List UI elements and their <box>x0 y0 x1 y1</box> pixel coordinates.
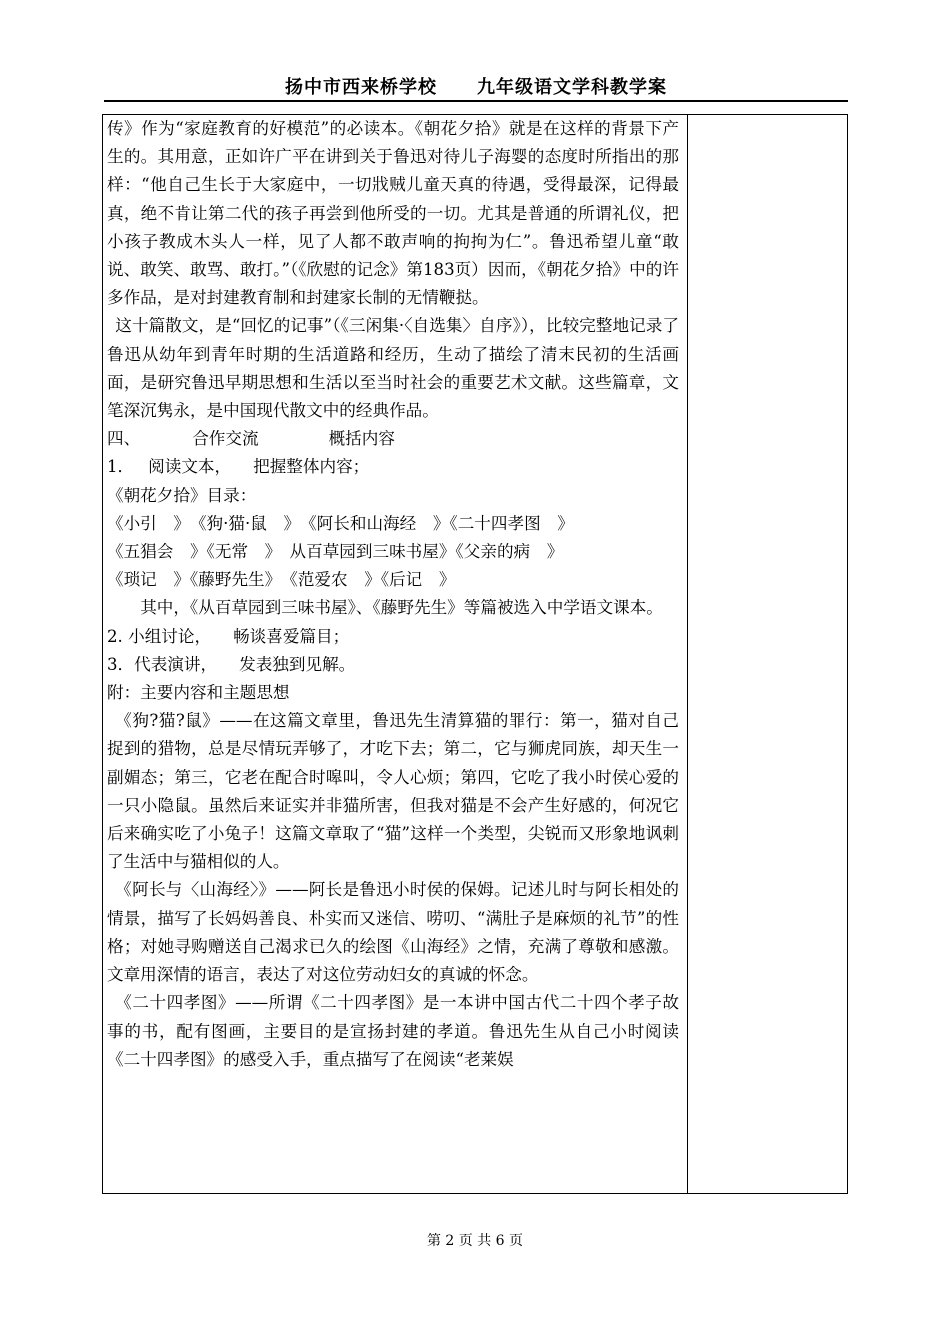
paragraph-textbook: 其中，《从百草园到三味书屋》、《藤野先生》等篇被选入中学语文课本。 <box>140 598 663 618</box>
toc-line-1: 《小引 》 《狗·猫·鼠 》 《阿长和山海经 》《二十四孝图 》 <box>107 513 574 533</box>
lesson-content <box>107 115 679 1193</box>
lesson-table <box>102 114 848 1194</box>
paragraph-along: 《阿长与〈山海经〉》——阿长是鲁迅小时侯的保姆。记述儿时与阿长相处的情景，描写了长妈妈善良、朴实而又迷信、唠叨、“满肚子是麻烦的礼节”的性格；对她寻购赠送自己渴求已久的绘图《山海经》之情，充满了尊敬和感激。文章用深情的语言，表达了对这位劳动妇女的真诚的怀念。 <box>107 880 679 985</box>
notes-column-divider <box>687 115 688 1193</box>
school-name: 扬中市西来桥学校 <box>285 77 437 98</box>
appendix-heading: 附：主要内容和主题思想 <box>107 683 290 703</box>
section-4-heading: 四、 合作交流 概括内容 <box>107 429 395 449</box>
paragraph-dog-cat-mouse: 《狗?猫?鼠》——在这篇文章里，鲁迅先生清算猫的罪行：第一，猫对自己捉到的猎物，总是尽情玩弄够了，才吃下去；第二，它与狮虎同族，却天生一副媚态；第三，它老在配合时嗥叫，令人心烦；第四，它吃了我小时侯心爱的一只小隐鼠。虽然后来证实并非猫所害，但我对猫是不会产生好感的，何况它后来确实吃了小兔子！这篇文章取了“猫”这样一个类型，尖锐而又形象地讽刺了生活中与猫相似的人。 <box>107 711 679 872</box>
page-header <box>104 76 848 102</box>
step-2: 2. 小组讨论， 畅谈喜爱篇目； <box>107 626 350 646</box>
toc-title: 《朝花夕拾》目录： <box>107 485 257 505</box>
step-3: 3．代表演讲， 发表独到见解。 <box>107 654 356 674</box>
subject-title: 九年级语文学科教学案 <box>477 77 667 98</box>
paragraph-summary: 这十篇散文，是“回忆的记事”（《三闲集·〈自选集〉自序》），比较完整地记录了鲁迅从幼年到青年时期的生活道路和经历，生动了描绘了清末民初的生活画面，是研究鲁迅早期思想和生活以至当时社会的重要艺术文献。这些篇章，文笔深沉隽永，是中国现代散文中的经典作品。 <box>107 316 679 421</box>
step-1: 1． 阅读文本， 把握整体内容； <box>107 457 370 477</box>
page-footer: 第 2 页 共 6 页 <box>426 1233 524 1249</box>
toc-line-2: 《五猖会 》《无常 》 从百草园到三味书屋》《父亲的病 》 <box>107 542 564 562</box>
paragraph-24-filial: 《二十四孝图》——所谓《二十四孝图》是一本讲中国古代二十四个孝子故事的书，配有图画，主要目的是宣扬封建的孝道。鲁迅先生从自己小时阅读《二十四孝图》的感受入手，重点描写了在阅读“老莱娱 <box>107 993 679 1069</box>
toc-line-3: 《琐记 》《藤野先生》 《范爱农 》《后记 》 <box>107 570 456 590</box>
paragraph-background: 传》作为“家庭教育的好模范”的必读本。《朝花夕拾》就是在这样的背景下产生的。其用意，正如许广平在讲到关于鲁迅对待儿子海婴的态度时所指出的那样：“他自己生长于大家庭中，一切戕贼儿童天真的待遇，受得最深，记得最真，绝不肯让第二代的孩子再尝到他所受的一切。尤其是普通的所谓礼仪，把小孩子教成木头人一样，见了人都不敢声响的拘拘为仁”。鲁迅希望儿童“敢说、敢笑、敢骂、敢打。”（《欣慰的记念》第183页）因而，《朝花夕拾》中的许多作品，是对封建教育制和封建家长制的无情鞭挞。 <box>107 119 679 308</box>
